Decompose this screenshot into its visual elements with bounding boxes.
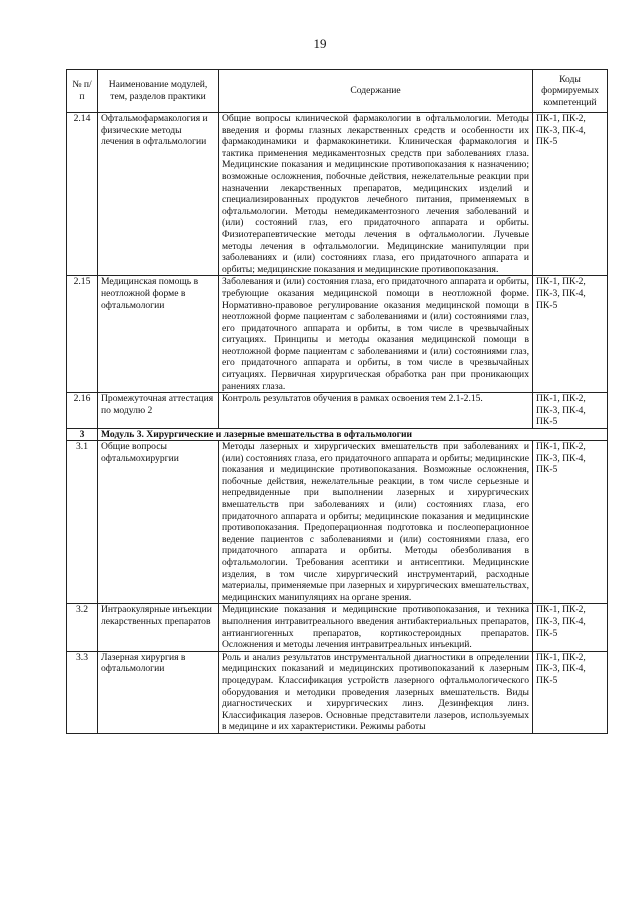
row-content: Роль и анализ результатов инструментальной диагностики в определении медицинских показаний и медицинских противопоказаний к лазерным процедурам. Классификация устройств лазерного офтальмологического оборудования и методики проведения лазерных вмешательств. Виды диагностических и хирургических линз. Дезинфекция линз. Классификация лазеров. Основные представители лазеров, используемых в медицине и их характеристики. Режимы работы — [219, 651, 533, 733]
row-codes: ПК-1, ПК-2, ПК-3, ПК-4, ПК-5 — [533, 651, 608, 733]
row-name: Лазерная хирургия в офтальмологии — [98, 651, 219, 733]
table-row — [67, 113, 608, 276]
module-title: Модуль 3. Хирургические и лазерные вмешательства в офтальмологии — [98, 429, 608, 441]
row-codes: ПК-1, ПК-2, ПК-3, ПК-4, ПК-5 — [533, 604, 608, 651]
row-content: Общие вопросы клинической фармакологии в офтальмологии. Методы введения и формы глазных лекарственных средств и особенности их фармакодинамики и фармакокинетики. Клиническая фармакология и тактика применения медикаментозных средств при заболеваниях глаза. Медицинские показания и медицинские противопоказания к назначению; возможные осложнения, побочные действия, нежелательные реакции при назначении лекарственных препаратов, медицинских изделий и специализированных продуктов лечебного питания, применяемых в офтальмологии. Методы немедикаментозного лечения заболеваний и (или) состояний глаз, его придаточного аппарата и орбиты. Физиотерапевтические методы лечения в офтальмологии. Лучевые методы лечения в офтальмологии. Медицинские манипуляции при заболеваниях и (или) состояниях глаза, его придаточного аппарата и орбиты; медицинские показания и медицинские противопоказания. — [219, 113, 533, 276]
table-row — [67, 604, 608, 651]
table-row — [67, 276, 608, 393]
row-content: Контроль результатов обучения в рамках освоения тем 2.1-2.15. — [219, 393, 533, 429]
row-content: Медицинские показания и медицинские противопоказания, и техника выполнения интравитреального введения антибактериальных препаратов, антиангиогенных препаратов, кортикостероидных препаратов. Осложнения и методы лечения интравитреальных инъекций. — [219, 604, 533, 651]
row-codes: ПК-1, ПК-2, ПК-3, ПК-4, ПК-5 — [533, 393, 608, 429]
row-name: Общие вопросы офтальмохирургии — [98, 441, 219, 604]
row-num: 2.16 — [67, 393, 98, 429]
module-num: 3 — [67, 429, 98, 441]
row-num: 2.15 — [67, 276, 98, 393]
row-codes: ПК-1, ПК-2, ПК-3, ПК-4, ПК-5 — [533, 113, 608, 276]
row-name: Промежуточная аттестация по модулю 2 — [98, 393, 219, 429]
row-name: Медицинская помощь в неотложной форме в офтальмологии — [98, 276, 219, 393]
table-row — [67, 651, 608, 733]
row-name: Интраокулярные инъекции лекарственных препаратов — [98, 604, 219, 651]
table-row — [67, 441, 608, 604]
header-content: Содержание — [219, 70, 533, 113]
page-number: 19 — [313, 36, 327, 51]
row-name: Офтальмофармакология и физические методы лечения в офтальмологии — [98, 113, 219, 276]
row-num: 3.3 — [67, 651, 98, 733]
table-row — [67, 393, 608, 429]
curriculum-table — [66, 69, 608, 734]
header-name: Наименование модулей, тем, разделов практики — [98, 70, 219, 113]
row-content: Методы лазерных и хирургических вмешательств при заболеваниях и (или) состояниях глаза, его придаточного аппарата и орбиты; медицинские показания и медицинские противопоказания. Возможные осложнения, побочные действия, нежелательные реакции, в том числе серьезные и непредвиденные при выполнении лазерных и хирургических вмешательств при заболеваниях и (или) состояниях глаза, его придаточного аппарата и орбиты; медицинские показания и медицинские противопоказания. Предоперационная подготовка и послеоперационное ведение пациентов с заболеваниями и (или) состояниями глаза, его придаточного аппарата и орбиты. Методы обезболивания в офтальмологии. Требования асептики и антисептики. Медицинские изделия, в том числе хирургический инструментарий, расходные материалы, применяемые при лазерных и хирургических вмешательствах, медицинских манипуляциях на органе зрения. — [219, 441, 533, 604]
module-header-row — [67, 429, 608, 441]
row-num: 3.1 — [67, 441, 98, 604]
header-num: № п/п — [67, 70, 98, 113]
row-codes: ПК-1, ПК-2, ПК-3, ПК-4, ПК-5 — [533, 276, 608, 393]
table-header-row — [67, 70, 608, 113]
row-num: 2.14 — [67, 113, 98, 276]
row-content: Заболевания и (или) состояния глаза, его придаточного аппарата и орбиты, требующие оказания медицинской помощи в неотложной форме. Нормативно-правовое регулирование оказания медицинской помощи в неотложной форме пациентам с заболеваниями и (или) состояниями глаз, его придаточного аппарата и орбиты, в том числе в чрезвычайных ситуациях. Принципы и методы оказания медицинской помощи в неотложной форме пациентам с заболеваниями и (или) состояниями глаз, его придаточного аппарата и орбиты, в том числе в чрезвычайных ситуациях. Первичная хирургическая обработка ран при проникающих ранениях глаза. — [219, 276, 533, 393]
row-num: 3.2 — [67, 604, 98, 651]
row-codes: ПК-1, ПК-2, ПК-3, ПК-4, ПК-5 — [533, 441, 608, 604]
header-codes: Коды формируемых компетенций — [533, 70, 608, 113]
